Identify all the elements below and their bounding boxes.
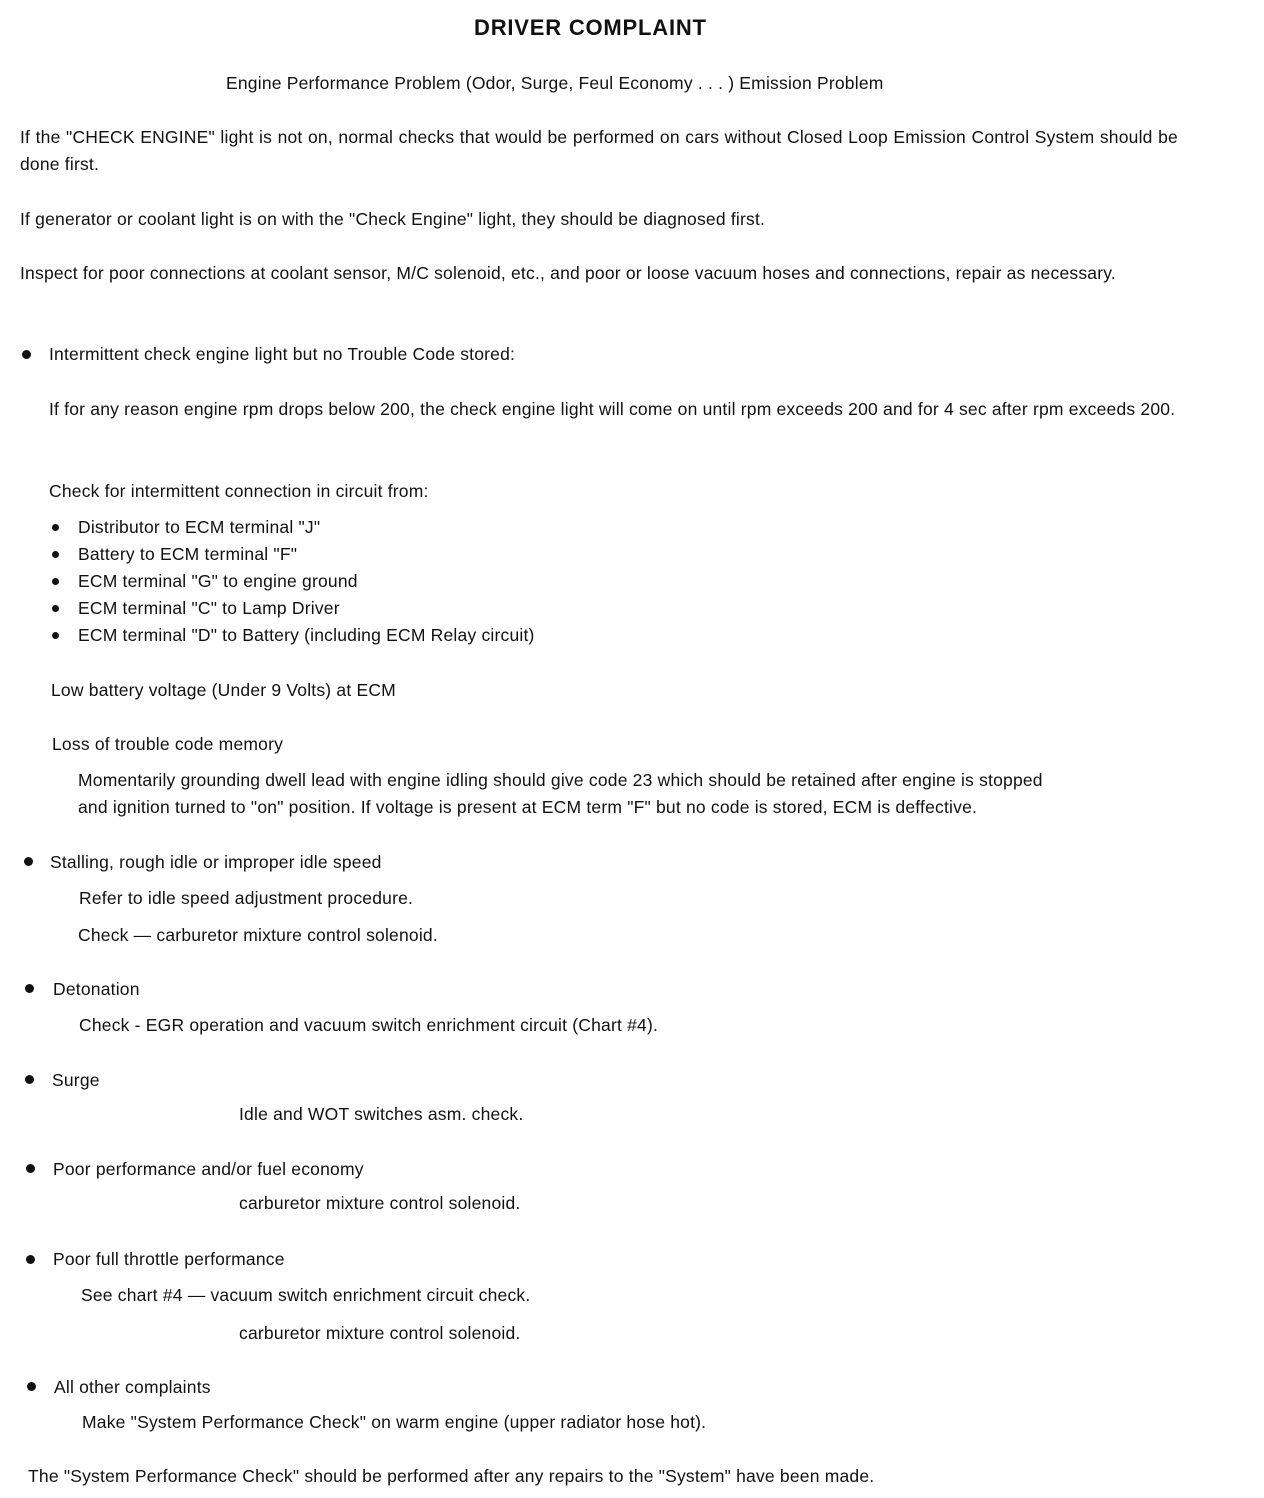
bullet-icon [22,350,31,359]
stalling-heading: Stalling, rough idle or improper idle speed [50,852,382,872]
low-battery-note: Low battery voltage (Under 9 Volts) at ECM [51,680,396,700]
intro-paragraph-3: Inspect for poor connections at coolant sensor, M/C solenoid, etc., and poor or loose vacuum hoses and connections, repair as necessary. [20,263,1116,283]
memory-note-line-2: and ignition turned to "on" position. If voltage is present at ECM term "F" but no code is stored, ECM is deffective. [78,797,978,817]
bullet-icon [26,1255,35,1264]
stalling-line-2: Check — carburetor mixture control solenoid. [78,925,438,945]
circuit-item: ECM terminal "C" to Lamp Driver [78,598,340,618]
poor-throttle-line-1: See chart #4 — vacuum switch enrichment circuit check. [81,1285,531,1305]
circuit-item: ECM terminal "D" to Battery (including ECM Relay circuit) [78,625,535,645]
page-subtitle: Engine Performance Problem (Odor, Surge, Feul Economy . . . ) Emission Problem [226,73,884,93]
poor-throttle-line-2: carburetor mixture control solenoid. [239,1323,521,1343]
page-title: DRIVER COMPLAINT [474,15,707,40]
bullet-icon [27,1382,36,1391]
stalling-line-1: Refer to idle speed adjustment procedure. [79,888,414,908]
bullet-icon [52,605,59,612]
other-line-1: Make "System Performance Check" on warm engine (upper radiator hose hot). [82,1412,707,1432]
circuit-item: ECM terminal "G" to engine ground [78,571,358,591]
intermittent-heading: Intermittent check engine light but no Trouble Code stored: [49,344,516,364]
footer-note: The "System Performance Check" should be performed after any repairs to the "System" have been made. [28,1466,875,1486]
intro-paragraph-2: If generator or coolant light is on with the "Check Engine" light, they should be diagnosed first. [20,209,766,229]
bullet-icon [52,632,59,639]
circuit-item: Distributor to ECM terminal "J" [78,517,321,537]
surge-heading: Surge [52,1070,100,1090]
intro-paragraph-1: If the "CHECK ENGINE" light is not on, normal checks that would be performed on cars without Closed Loop Emission Control System should be done first. [20,127,1178,174]
intermittent-rpm-note: If for any reason engine rpm drops below 200, the check engine light will come on until rpm exceeds 200 and for 4 sec after rpm exceeds 200. [49,399,1176,419]
detonation-heading: Detonation [53,979,140,999]
bullet-icon [24,857,33,866]
intermittent-check-heading: Check for intermittent connection in circuit from: [49,481,429,501]
bullet-icon [25,1075,34,1084]
surge-line-1: Idle and WOT switches asm. check. [239,1104,524,1124]
bullet-icon [52,524,59,531]
bullet-icon [26,1164,35,1173]
bullet-icon [25,984,34,993]
poor-performance-line-1: carburetor mixture control solenoid. [239,1193,521,1213]
detonation-line-1: Check - EGR operation and vacuum switch enrichment circuit (Chart #4). [79,1015,659,1035]
poor-performance-heading: Poor performance and/or fuel economy [53,1159,364,1179]
circuit-item: Battery to ECM terminal "F" [78,544,298,564]
memory-note-line-1: Momentarily grounding dwell lead with engine idling should give code 23 which should be retained after engine is stopped [78,770,1043,790]
bullet-icon [52,578,59,585]
poor-throttle-heading: Poor full throttle performance [53,1249,285,1269]
loss-memory-heading: Loss of trouble code memory [52,734,284,754]
bullet-icon [52,551,59,558]
other-heading: All other complaints [54,1377,211,1397]
